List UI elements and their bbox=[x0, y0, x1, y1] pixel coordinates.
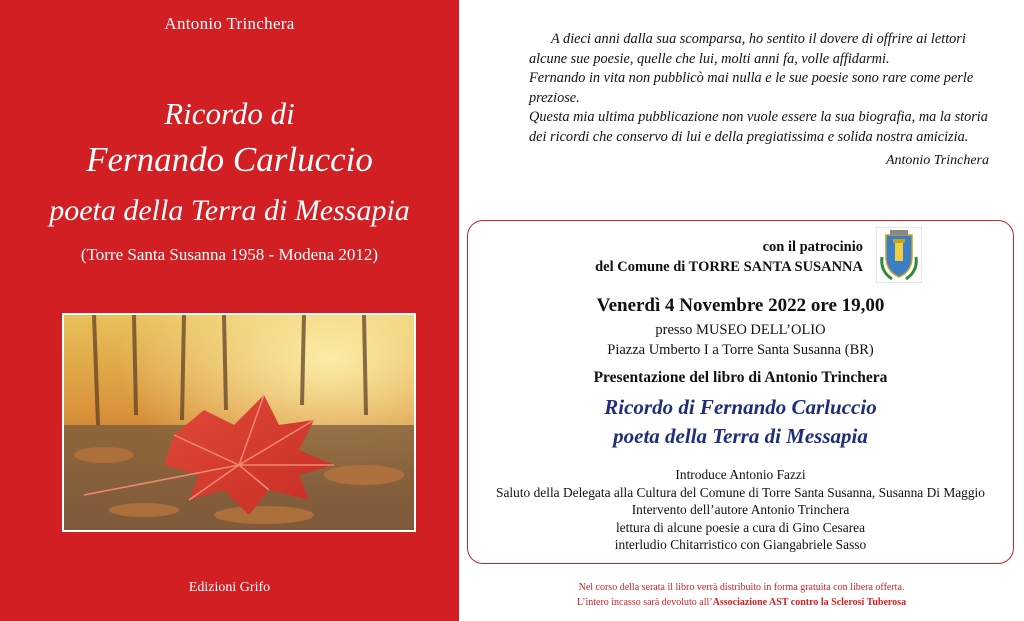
patronage-line2: del Comune di TORRE SANTA SUSANNA bbox=[595, 259, 863, 275]
quote-paragraph: Fernando in vita non pubblicò mai nulla e le sue poesie sono rare come perle preziose. bbox=[529, 70, 974, 106]
quote-signature: Antonio Trinchera bbox=[885, 152, 989, 168]
cover-title-line1: Ricordo di bbox=[164, 96, 295, 131]
cover-title-line3: poeta della Terra di Messapia bbox=[49, 194, 410, 227]
cover-title-line2: Fernando Carluccio bbox=[86, 140, 373, 179]
program-item: lettura di alcune poesie a cura di Gino Cesarea bbox=[615, 519, 866, 535]
book-cover bbox=[0, 0, 459, 621]
event-box bbox=[467, 220, 1014, 564]
program-item: Intervento dell’autore Antonio Trinchera bbox=[631, 502, 850, 518]
cover-dates: (Torre Santa Susanna 1958 - Modena 2012) bbox=[80, 245, 379, 264]
footer-line1: Nel corso della serata il libro verrà distribuito in forma gratuita con libera offerta. bbox=[578, 582, 905, 593]
author-quote bbox=[529, 30, 989, 170]
leaf-image bbox=[64, 315, 416, 532]
program-item: interludio Chitarristico con Giangabriele Sasso bbox=[614, 537, 867, 553]
footer-line2 bbox=[459, 595, 1024, 610]
program-item: Introduce Antonio Fazzi bbox=[675, 467, 806, 482]
autumn-leaf-photo bbox=[62, 313, 416, 532]
cover-publisher: Edizioni Grifo bbox=[188, 580, 271, 595]
footer-association: Associazione AST contro la Sclerosi Tuberosa bbox=[712, 597, 907, 608]
venue-line2: Piazza Umberto I a Torre Santa Susanna (BR) bbox=[607, 342, 874, 358]
event-venue bbox=[468, 320, 1013, 360]
venue-line1: presso MUSEO DELL’OLIO bbox=[655, 322, 826, 338]
municipal-crest-icon bbox=[876, 227, 922, 283]
footer-note bbox=[459, 580, 1024, 610]
book-title-line2: poeta della Terra di Messapia bbox=[613, 424, 868, 448]
event-panel bbox=[459, 0, 1024, 621]
book-title-line1: Ricordo di Fernando Carluccio bbox=[604, 395, 877, 419]
event-program bbox=[468, 466, 1013, 554]
book-title bbox=[468, 393, 1013, 451]
patronage-line1: con il patrocinio bbox=[762, 239, 863, 255]
event-datetime: Venerdì 4 Novembre 2022 ore 19,00 bbox=[596, 295, 885, 316]
quote-paragraph: Questa mia ultima pubblicazione non vuole essere la sua biografia, ma la storia dei ricordi che conservo di lui e della pregiatissima e solida nostra amicizia. bbox=[529, 109, 988, 145]
quote-paragraph: A dieci anni dalla sua scomparsa, ho sentito il dovere di offrire ai lettori alcune sue poesie, quelle che lui, molti anni fa, volle affidarmi. bbox=[529, 31, 966, 67]
footer-line2-prefix: L’intero incasso sarà devoluto all’ bbox=[576, 597, 713, 608]
patronage bbox=[595, 237, 863, 277]
cover-author: Antonio Trinchera bbox=[164, 14, 295, 33]
presentation-heading: Presentazione del libro di Antonio Trinchera bbox=[593, 369, 888, 386]
program-item: Saluto della Delegata alla Cultura del Comune di Torre Santa Susanna, Susanna Di Maggio bbox=[496, 484, 985, 500]
